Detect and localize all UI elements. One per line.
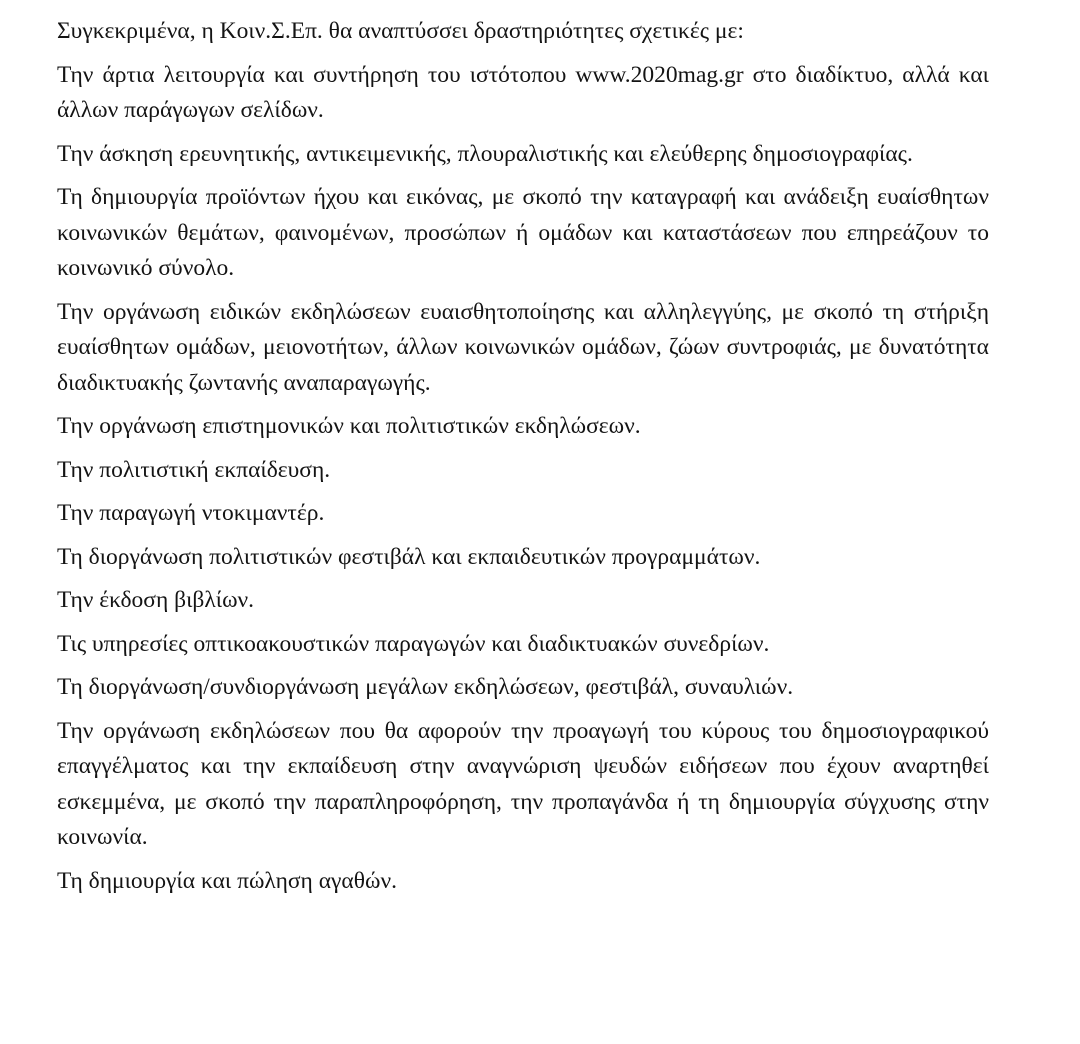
- intro-paragraph: Συγκεκριμένα, η Κοιν.Σ.Επ. θα αναπτύσσει δραστηριότητες σχετικές με:: [57, 18, 744, 44]
- activity-item-goods: Τη δημιουργία και πώληση αγαθών.: [57, 867, 397, 894]
- activity-item-books: Την έκδοση βιβλίων.: [57, 587, 255, 613]
- activity-item-awareness-events: Την οργάνωση ειδικών εκδηλώσεων ευαισθητοποίησης και αλληλεγγύης, με σκοπό τη στήριξη ευαίσθητων ομάδων, μειονοτήτων, άλλων κοινωνικών ομάδων, ζώων συντροφιάς, με δυνατότητα διαδικτυακής ζωντανής αναπαραγωγής.: [57, 298, 989, 396]
- activity-item-festivals: Τη διοργάνωση πολιτιστικών φεστιβάλ και εκπαιδευτικών προγραμμάτων.: [57, 543, 761, 570]
- activity-item-cultural-education: Την πολιτιστική εκπαίδευση.: [57, 456, 331, 483]
- activity-item-audio-visual: Τη δημιουργία προϊόντων ήχου και εικόνας, με σκοπό την καταγραφή και ανάδειξη ευαίσθητων κοινωνικών θεμάτων, φαινομένων, προσώπων ή ομάδων και καταστάσεων που επηρεάζουν το κοινωνικό σύνολο.: [57, 184, 989, 281]
- activity-item-av-services: Τις υπηρεσίες οπτικοακουστικών παραγωγών και διαδικτυακών συνεδρίων.: [57, 630, 770, 657]
- activity-item-journalism: Την άσκηση ερευνητικής, αντικειμενικής, πλουραλιστικής και ελεύθερης δημοσιογραφίας.: [57, 140, 913, 167]
- activity-item-website: Την άρτια λειτουργία και συντήρηση του ιστότοπου www.2020mag.gr στο διαδίκτυο, αλλά και άλλων παράγωγων σελίδων.: [57, 61, 989, 123]
- activity-item-journalism-events: Την οργάνωση εκδηλώσεων που θα αφορούν την προαγωγή του κύρους του δημοσιογραφικού επαγγέλματος και την εκπαίδευση στην αναγνώριση ψευδών ειδήσεων που έχουν αναρτηθεί εσκεμμένα, με σκοπό την παραπληροφόρηση, την προπαγάνδα ή τη δημιουργία σύγχυσης στην κοινωνία.: [57, 717, 989, 850]
- activity-item-scientific-events: Την οργάνωση επιστημονικών και πολιτιστικών εκδηλώσεων.: [57, 413, 641, 439]
- activity-item-documentary: Την παραγωγή ντοκιμαντέρ.: [57, 500, 325, 526]
- activity-item-large-events: Τη διοργάνωση/συνδιοργάνωση μεγάλων εκδηλώσεων, φεστιβάλ, συναυλιών.: [57, 674, 794, 700]
- document-body: [57, 14, 989, 899]
